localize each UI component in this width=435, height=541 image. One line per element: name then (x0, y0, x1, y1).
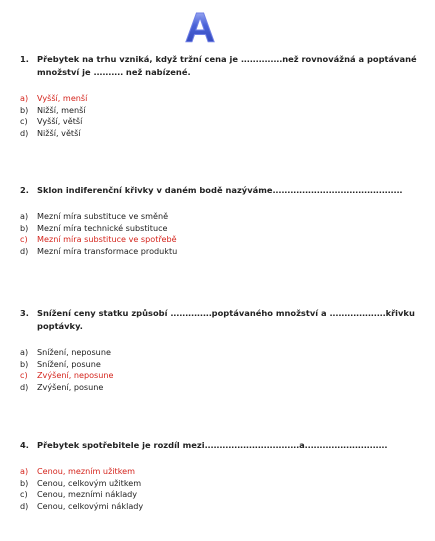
option-d: d) Mezní míra transformace produktu (20, 245, 178, 256)
option-b: b) Mezní míra technické substituce (20, 222, 168, 233)
question-stem (20, 439, 420, 452)
stem-text: Přebytek spotřebitele je rozdíl mezi (37, 440, 205, 450)
option-d: d) Zvýšení, posune (20, 381, 104, 392)
option-a: a) Vyšší, menší (20, 93, 88, 103)
question-number: 2. (20, 185, 29, 195)
question-stem (20, 184, 420, 197)
option-c: c) Vyšší, větší (20, 116, 83, 127)
option-d: d) Nižší, větší (20, 127, 81, 138)
question-2 (20, 184, 420, 257)
option-list (20, 347, 420, 393)
answer-blank: ........................................... (272, 185, 400, 195)
option-a: a) Mezní míra substituce ve směně (20, 211, 169, 221)
stem-text: . (384, 440, 388, 450)
option-a: a) Snížení, neposune (20, 347, 111, 357)
letter-a-logo (181, 8, 219, 46)
option-b: b) Nižší, menší (20, 104, 86, 115)
question-4 (20, 439, 420, 512)
answer-blank: .............. (240, 54, 283, 64)
question-stem (20, 307, 420, 333)
option-list (20, 93, 420, 139)
answer-blank: .............. (170, 308, 212, 318)
stem-text: Přebytek na trhu vzniká, když tržní cena je (37, 54, 241, 64)
option-d: d) Cenou, celkovými náklady (20, 500, 144, 511)
logo-letter: A (184, 8, 216, 46)
stem-text: . (399, 185, 403, 195)
option-b: b) Snížení, posune (20, 358, 101, 369)
answer-blank: .......... (93, 67, 124, 77)
question-3 (20, 307, 420, 393)
option-c: c) Cenou, mezními náklady (20, 489, 138, 500)
stem-text: poptávaného množství a (211, 308, 330, 318)
option-list (20, 211, 420, 257)
question-number: 4. (20, 440, 29, 450)
stem-text: a (299, 440, 305, 450)
answer-blank: ........................... (304, 440, 385, 450)
option-a: a) Cenou, mezním užitkem (20, 466, 135, 476)
stem-text: Sklon indiferenční křivky v daném bodě nazýváme (37, 185, 273, 195)
option-c: c) Mezní míra substituce ve spotřebě (20, 234, 177, 245)
stem-text: křivku poptávky. (37, 308, 415, 331)
answer-blank: ................... (329, 308, 386, 318)
question-1 (20, 53, 420, 139)
question-number: 1. (20, 54, 29, 64)
answer-blank: ................................ (204, 440, 300, 450)
question-number: 3. (20, 308, 29, 318)
stem-text: než rovnovážná a poptávané množství je (37, 54, 417, 77)
stem-text: než nabízené. (123, 67, 191, 77)
question-stem (20, 53, 420, 79)
option-list (20, 466, 420, 512)
option-c: c) Zvýšení, neposune (20, 370, 114, 381)
stem-text: Snížení ceny statku způsobí (37, 308, 171, 318)
option-b: b) Cenou, celkovým užitkem (20, 477, 142, 488)
